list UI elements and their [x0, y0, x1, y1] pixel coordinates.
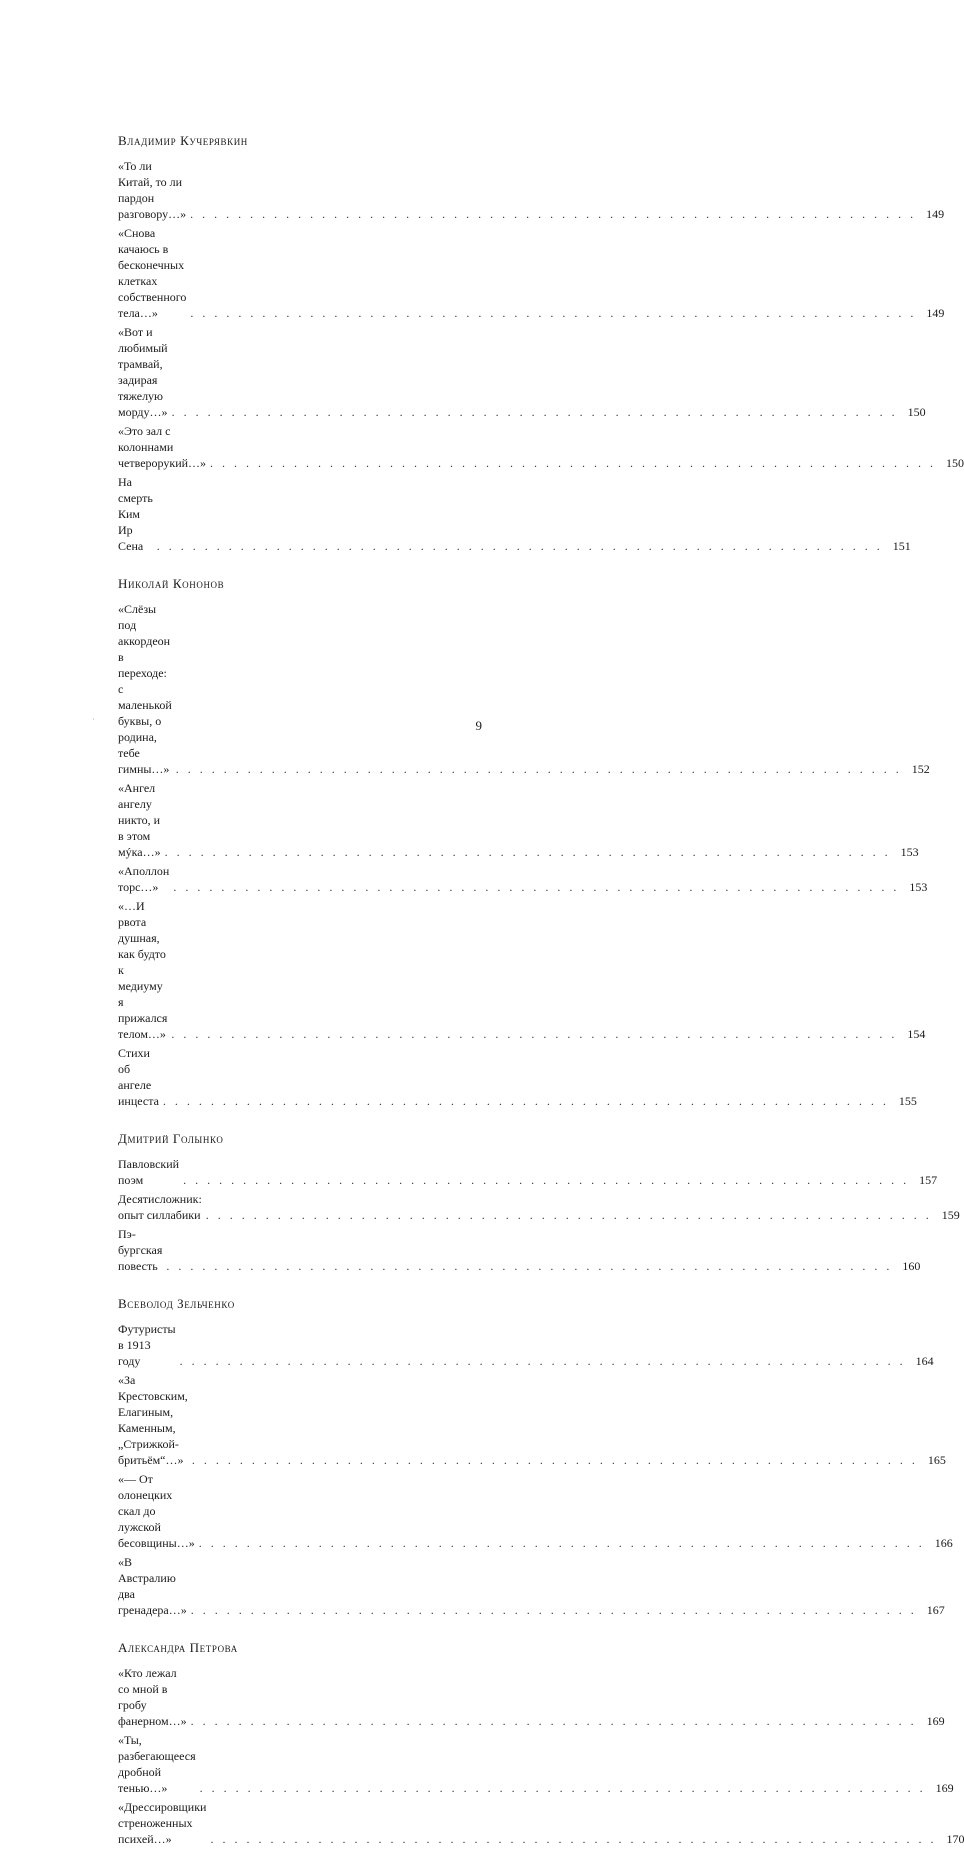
- toc-entry[interactable]: [118, 863, 928, 895]
- entry-title: [118, 1471, 195, 1551]
- dot-leader: [187, 1602, 917, 1618]
- entry-title: [118, 324, 168, 420]
- dot-leader: [186, 206, 916, 222]
- author-heading: Александра Петрова: [118, 1640, 238, 1655]
- toc-entry[interactable]: [118, 1156, 938, 1188]
- toc-entry[interactable]: [118, 1665, 945, 1729]
- toc-section: [118, 133, 964, 554]
- entry-title-line: «В Австралию два гренадера…»: [118, 1555, 187, 1617]
- entry-title: [118, 1799, 206, 1847]
- entry-title-line: «Ангел ангелу никто, и в этом мýка…»: [118, 781, 161, 859]
- dot-leader: [153, 538, 883, 554]
- toc-entry[interactable]: [118, 1471, 953, 1551]
- entry-title-line: я прижался телом…»: [118, 995, 168, 1041]
- entry-page-number: 159: [941, 1208, 960, 1222]
- entry-page-number: 157: [919, 1173, 938, 1187]
- entry-page-number: 153: [900, 845, 919, 859]
- entry-title-line: «Аполлон торс…»: [118, 864, 170, 894]
- entry-title-line: «Снова качаюсь в бесконечных клетках: [118, 226, 185, 288]
- author-heading: Николай Кононов: [118, 576, 225, 591]
- entry-title: [118, 780, 161, 860]
- entry-title-line: задирая тяжелую морду…»: [118, 373, 168, 419]
- entry-title: [118, 1372, 188, 1468]
- entry-page-number: 149: [926, 306, 945, 320]
- dot-leader: [162, 1258, 892, 1274]
- entry-title: [118, 1191, 202, 1223]
- entry-title-line: «Это зал с колоннами четверорукий…»: [118, 424, 207, 470]
- dot-leader: [172, 761, 902, 777]
- dot-leader: [179, 1172, 909, 1188]
- entry-page-number: 149: [926, 207, 945, 221]
- entry-title-line: «— От олонецких скал до лужской бесовщины…»: [118, 1472, 195, 1550]
- entry-title-line: Футуристы в 1913 году: [118, 1322, 176, 1368]
- toc-entry[interactable]: [118, 1732, 954, 1796]
- toc-entry[interactable]: [118, 158, 945, 222]
- entry-title-line: с маленькой буквы, о родина, тебе гимны…»: [118, 682, 172, 776]
- toc-entry[interactable]: [118, 1554, 945, 1618]
- entry-title-line: «Дрессировщики стреноженных психей…»: [118, 1800, 207, 1846]
- dot-leader: [187, 1713, 917, 1729]
- entry-title: [118, 1665, 187, 1729]
- entry-title-line: «…И рвота душная, как будто к медиуму: [118, 899, 166, 993]
- page-mark: ·: [92, 715, 95, 724]
- entry-title-line: На смерть Ким Ир Сена: [118, 475, 153, 553]
- toc-entry[interactable]: [118, 898, 926, 1042]
- entry-title: [118, 1045, 159, 1109]
- author-heading: Дмитрий Голынко: [118, 1131, 224, 1146]
- entry-page-number: 154: [907, 1027, 926, 1041]
- dot-leader: [168, 404, 898, 420]
- dot-leader: [195, 1535, 925, 1551]
- entry-page-number: 169: [926, 1714, 945, 1728]
- entry-title-line: «Слёзы под аккордеон в переходе:: [118, 602, 171, 680]
- toc-entry[interactable]: [118, 423, 964, 471]
- entry-title: [118, 423, 206, 471]
- entry-page-number: 152: [911, 762, 930, 776]
- dot-leader: [169, 879, 899, 895]
- toc-entry[interactable]: [118, 1045, 917, 1109]
- dot-leader: [202, 1207, 932, 1223]
- dot-leader: [176, 1353, 906, 1369]
- toc-entry[interactable]: [118, 1191, 960, 1223]
- dot-leader: [186, 305, 916, 321]
- toc-section: [118, 1131, 960, 1274]
- entry-page-number: 150: [907, 405, 926, 419]
- entry-title-line: Павловский поэм: [118, 1157, 180, 1187]
- entry-page-number: 164: [915, 1354, 934, 1368]
- entry-page-number: 150: [946, 456, 964, 470]
- entry-page-number: 165: [927, 1453, 946, 1467]
- entry-title: [118, 1321, 176, 1369]
- entry-page-number: 167: [926, 1603, 945, 1617]
- dot-leader: [159, 1093, 889, 1109]
- toc-entry[interactable]: [118, 601, 930, 777]
- toc-entry[interactable]: [118, 1226, 921, 1274]
- entry-title-line: «Кто лежал со мной в гробу фанерном…»: [118, 1666, 187, 1728]
- table-of-contents: [118, 133, 964, 1869]
- entry-title: [118, 898, 167, 1042]
- entry-title: [118, 601, 172, 777]
- entry-title: [118, 1156, 179, 1188]
- entry-page-number: 169: [935, 1781, 954, 1795]
- author-heading: Владимир Кучерявкин: [118, 133, 248, 148]
- entry-title-line: «Вот и любимый трамвай,: [118, 325, 168, 371]
- toc-entry[interactable]: [118, 1321, 934, 1369]
- toc-entry[interactable]: [118, 225, 945, 321]
- dot-leader: [196, 1780, 926, 1796]
- entry-page-number: 153: [909, 880, 928, 894]
- dot-leader: [167, 1026, 897, 1042]
- entry-title: [118, 863, 169, 895]
- dot-leader: [206, 1831, 936, 1847]
- entry-title-line: «То ли Китай, то ли пардон разговору…»: [118, 159, 187, 221]
- author-heading: Всеволод Зельченко: [118, 1296, 235, 1311]
- entry-page-number: 166: [934, 1536, 953, 1550]
- entry-page-number: 160: [902, 1259, 921, 1273]
- toc-entry[interactable]: [118, 1799, 964, 1847]
- entry-title: [118, 1226, 162, 1274]
- toc-entry[interactable]: [118, 324, 926, 420]
- entry-title-line: Пэ-бургская повесть: [118, 1227, 163, 1273]
- toc-entry[interactable]: [118, 474, 911, 554]
- entry-title-line: собственного тела…»: [118, 290, 187, 320]
- entry-title: [118, 1554, 187, 1618]
- toc-section: [118, 1296, 953, 1618]
- dot-leader: [206, 455, 936, 471]
- toc-section: [118, 1640, 964, 1847]
- entry-title: [118, 474, 153, 554]
- entry-title-line: «За Крестовским, Елагиным,: [118, 1373, 188, 1419]
- entry-title-line: «Ты, разбегающееся дробной тенью…»: [118, 1733, 196, 1795]
- entry-title-line: Стихи об ангеле инцеста: [118, 1046, 159, 1108]
- entry-title: [118, 225, 186, 321]
- toc-section: [118, 576, 930, 1109]
- entry-title-line: Десятисложник: опыт силлабики: [118, 1192, 202, 1222]
- toc-entry[interactable]: [118, 1372, 946, 1468]
- dot-leader: [161, 844, 891, 860]
- entry-page-number: 170: [946, 1832, 964, 1846]
- entry-title: [118, 1732, 196, 1796]
- dot-leader: [188, 1452, 918, 1468]
- entry-page-number: 151: [892, 539, 911, 553]
- toc-entry[interactable]: [118, 780, 919, 860]
- entry-title: [118, 158, 186, 222]
- entry-title-line: Каменным, „Стрижкой-бритьём“…»: [118, 1421, 184, 1467]
- entry-page-number: 155: [898, 1094, 917, 1108]
- page-number: 9: [475, 718, 482, 733]
